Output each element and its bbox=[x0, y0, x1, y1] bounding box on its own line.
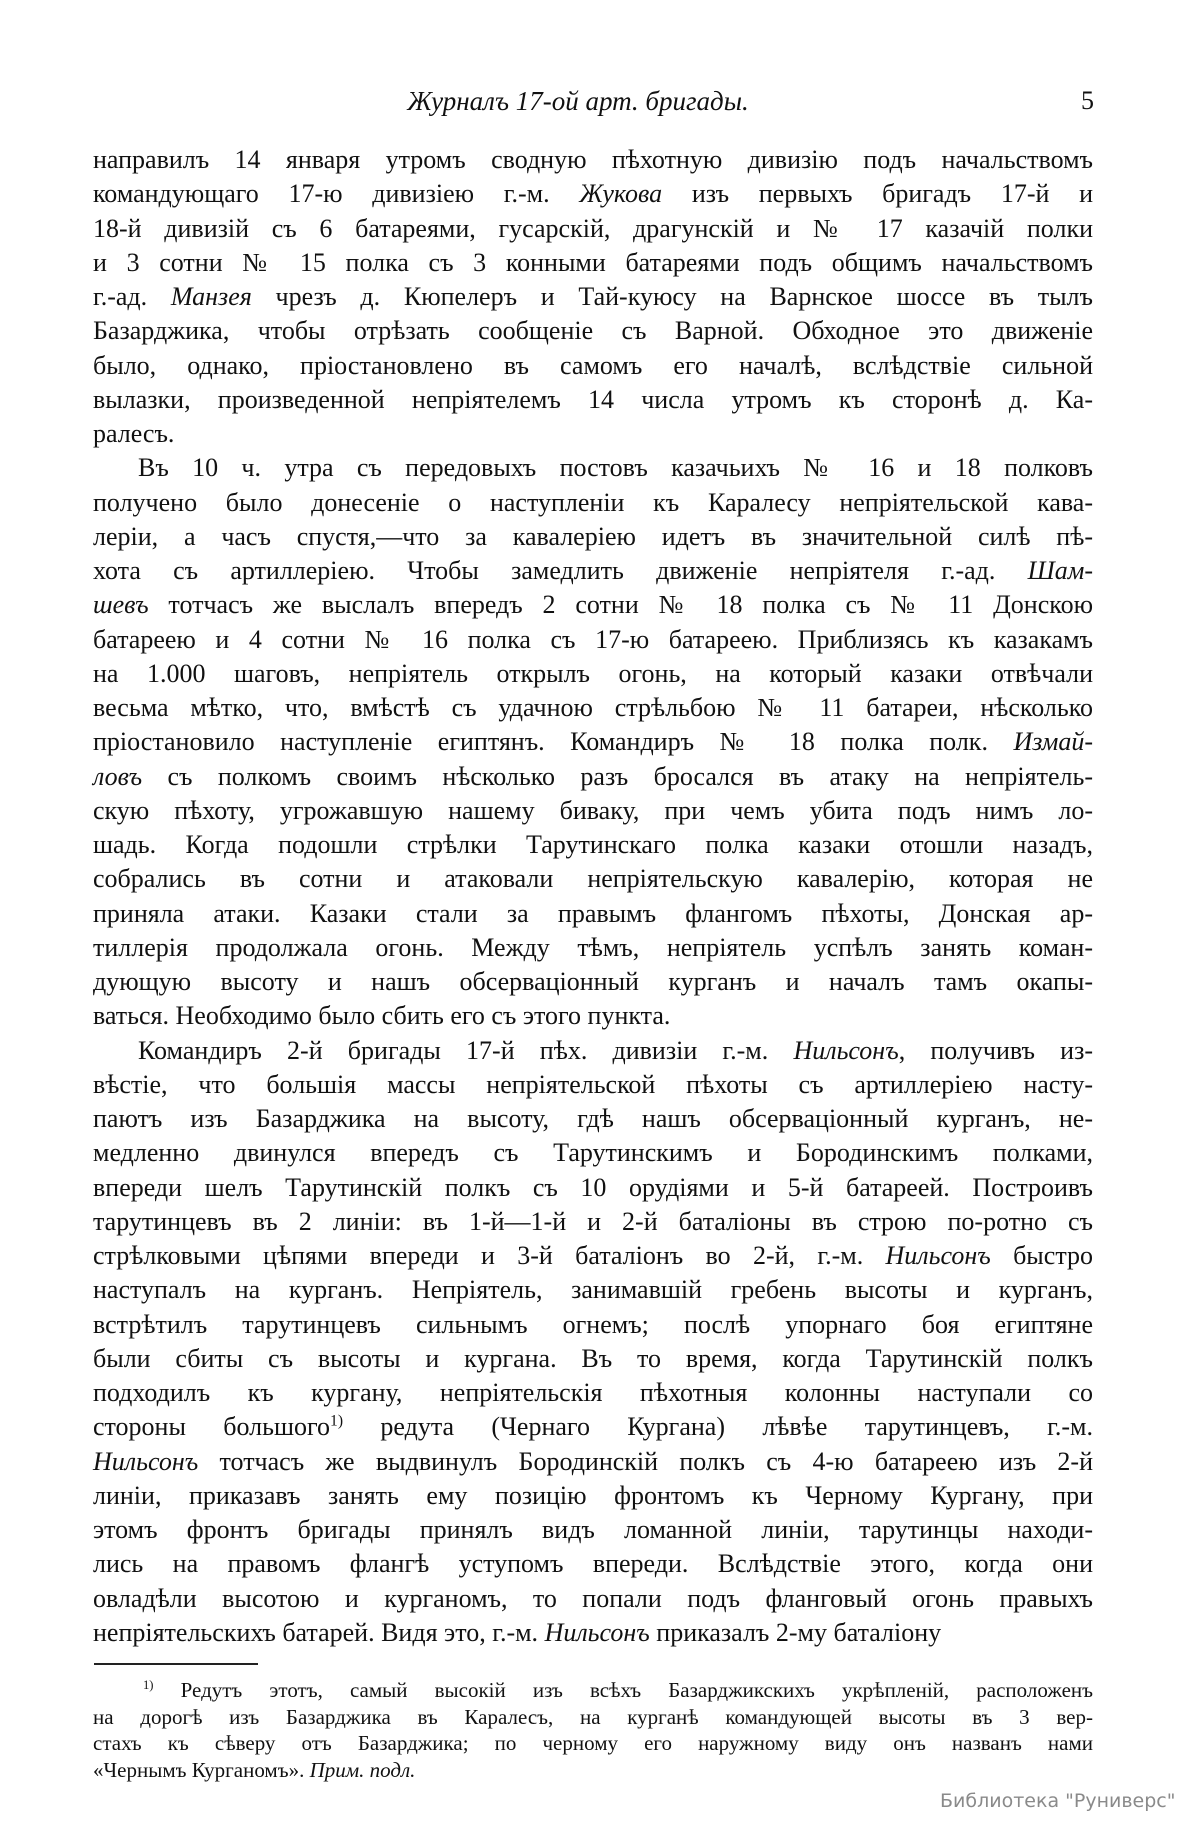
italic-name: Манзея bbox=[170, 282, 252, 311]
text-segment: ралесъ. bbox=[93, 419, 175, 448]
text-segment: стрѣлковыми цѣпями впереди и 3-й баталіонъ во 2-й, г.-м. bbox=[93, 1241, 886, 1270]
text-line bbox=[93, 931, 1093, 965]
text-segment: приняла атаки. Казаки стали за правымъ флангомъ пѣхоты, Донская ар- bbox=[93, 898, 1093, 928]
italic-name: Шам- bbox=[1027, 556, 1093, 585]
text-segment: медленно двинулся впередъ съ Тарутинскимъ и Бородинскимъ полками, bbox=[93, 1138, 1093, 1168]
text-segment: г.-ад. bbox=[93, 282, 171, 311]
text-line bbox=[93, 588, 1093, 622]
text-segment: изъ первыхъ бригадъ 17-й и bbox=[662, 179, 1094, 209]
text-segment: овладѣли высотою и курганомъ, то попали подъ фланговый огонь правыхъ bbox=[93, 1583, 1093, 1613]
paragraph bbox=[93, 451, 1093, 1033]
text-segment: дующую высоту и нашъ обсерваціонный курганъ и началъ тамъ окапы- bbox=[93, 967, 1093, 996]
text-line bbox=[93, 1757, 1093, 1784]
text-line bbox=[93, 1205, 1093, 1239]
text-segment: хота съ артиллеріею. Чтобы замедлить движеніе непріятеля г.-ад. bbox=[93, 556, 1028, 585]
text-line bbox=[93, 862, 1093, 896]
text-segment: командующаго 17-ю дивизіею г.-м. bbox=[93, 179, 580, 209]
text-line bbox=[93, 725, 1093, 759]
text-line bbox=[93, 794, 1093, 828]
text-segment: съ полкомъ своимъ нѣсколько разъ бросался въ атаку на непріятель- bbox=[142, 761, 1093, 791]
text-line bbox=[93, 451, 1093, 485]
text-segment: были сбиты съ высоты и кургана. Въ то время, когда Тарутинскій полкъ bbox=[93, 1343, 1093, 1373]
text-line bbox=[93, 1171, 1093, 1205]
italic-name: шевъ bbox=[93, 590, 149, 620]
text-line bbox=[93, 691, 1093, 725]
italic-name: Нильсонъ bbox=[885, 1241, 991, 1270]
text-segment: впереди шелъ Тарутинскій полкъ съ 10 орудіями и 5-й батареей. Построивъ bbox=[93, 1172, 1093, 1202]
text-line bbox=[93, 623, 1093, 657]
text-segment: и 3 сотни № 15 полка съ 3 конными батареями подъ общимъ начальствомъ bbox=[93, 247, 1093, 277]
text-segment: тотчасъ же выслалъ впередъ 2 сотни № 18 полка съ № 11 Донскою bbox=[148, 590, 1093, 620]
italic-name: Жукова bbox=[579, 179, 663, 209]
text-segment: подходилъ къ кургану, непріятельскія пѣхотныя колонны наступали со bbox=[93, 1378, 1093, 1407]
footnote-marker: 1) bbox=[330, 1412, 344, 1430]
text-line bbox=[93, 1547, 1093, 1581]
text-segment: быстро bbox=[990, 1241, 1093, 1270]
text-segment: чрезъ д. Кюпелеръ и Тай-куюсу на Варнское шоссе въ тылъ bbox=[251, 282, 1093, 311]
text-line bbox=[93, 520, 1093, 554]
text-segment: леріи, а часъ спустя,—что за кавалеріею идетъ въ значительной силѣ пѣ- bbox=[93, 521, 1093, 551]
text-line bbox=[93, 828, 1093, 862]
text-segment: «Чернымъ Курганомъ». bbox=[93, 1757, 310, 1782]
text-segment: непріятельскихъ батарей. Видя это, г.-м. bbox=[93, 1617, 545, 1647]
footnote-divider bbox=[94, 1663, 258, 1665]
text-segment: встрѣтилъ тарутинцевъ сильнымъ огнемъ; послѣ упорнаго боя египтяне bbox=[93, 1309, 1093, 1339]
footnote bbox=[93, 1677, 1093, 1783]
text-segment: приказалъ 2-му баталіону bbox=[649, 1617, 942, 1647]
text-line bbox=[93, 383, 1093, 417]
text-line bbox=[93, 1068, 1093, 1102]
text-line bbox=[93, 1376, 1093, 1410]
text-line bbox=[93, 1410, 1093, 1444]
text-line bbox=[93, 1479, 1093, 1513]
text-line bbox=[93, 657, 1093, 691]
text-line bbox=[93, 1616, 1093, 1650]
text-segment: собрались въ сотни и атаковали непріятельскую кавалерію, которая не bbox=[93, 864, 1093, 894]
text-segment: получено было донесеніе о наступленіи къ Каралесу непріятельской кава- bbox=[93, 487, 1093, 517]
text-segment: шадь. Когда подошли стрѣлки Тарутинскаго полка казаки отошли назадъ, bbox=[93, 830, 1093, 859]
text-segment: Въ 10 ч. утра съ передовыхъ постовъ казачьихъ № 16 и 18 полковъ bbox=[138, 453, 1093, 483]
text-line bbox=[93, 349, 1093, 383]
text-line bbox=[93, 314, 1093, 348]
text-segment: линіи, приказавъ занять ему позицію фронтомъ къ Черному Кургану, при bbox=[93, 1480, 1093, 1510]
text-line bbox=[93, 1034, 1093, 1068]
text-segment: пріостановило наступленіе египтянъ. Командиръ № 18 полка полк. bbox=[93, 727, 1014, 757]
text-line bbox=[93, 177, 1093, 211]
text-line bbox=[93, 1445, 1093, 1479]
paragraph bbox=[93, 143, 1093, 451]
text-segment: весьма мѣтко, что, вмѣстѣ съ удачною стрѣльбою № 11 батареи, нѣсколько bbox=[93, 693, 1093, 722]
text-line bbox=[93, 1704, 1093, 1731]
text-segment: наступалъ на курганъ. Непріятель, занимавшій гребень высоты и курганъ, bbox=[93, 1275, 1093, 1305]
text-line bbox=[93, 1239, 1093, 1273]
text-segment: тотчасъ же выдвинулъ Бородинскій полкъ съ 4-ю батареею изъ 2-й bbox=[198, 1446, 1093, 1476]
text-segment: Редутъ этотъ, самый высокій изъ всѣхъ Базарджикскихъ укрѣпленій, расположенъ bbox=[153, 1678, 1093, 1702]
text-segment: Командиръ 2-й бригады 17-й пѣх. дивизіи г.-м. bbox=[138, 1035, 794, 1065]
text-segment: этомъ фронтъ бригады принялъ видъ ломанной линіи, тарутинцы находи- bbox=[93, 1515, 1093, 1544]
text-line bbox=[93, 1136, 1093, 1170]
text-line bbox=[93, 246, 1093, 280]
text-segment: лись на правомъ флангѣ уступомъ впереди. Вслѣдствіе этого, когда они bbox=[93, 1549, 1093, 1579]
text-line bbox=[93, 760, 1093, 794]
text-segment: стахъ къ сѣверу отъ Базарджика; по черному его наружному виду онъ названъ нами bbox=[93, 1731, 1093, 1756]
text-segment: ваться. Необходимо было сбить его съ этого пункта. bbox=[93, 1001, 671, 1031]
body-text bbox=[93, 143, 1093, 1650]
italic-name: Нильсонъ bbox=[793, 1035, 899, 1065]
text-line bbox=[93, 965, 1093, 999]
italic-name: Нильсонъ bbox=[93, 1446, 199, 1476]
text-line bbox=[93, 280, 1093, 314]
italic-name: Измай- bbox=[1013, 727, 1093, 757]
text-segment: на дорогѣ изъ Базарджика въ Каралесъ, на курганѣ командующей высоты въ 3 вер- bbox=[93, 1704, 1093, 1729]
text-segment: тиллерія продолжала огонь. Между тѣмъ, непріятель успѣлъ занять коман- bbox=[93, 932, 1093, 962]
text-segment: редута (Чернаго Кургана) лѣвѣе тарутинцевъ, г.-м. bbox=[343, 1412, 1093, 1442]
text-line bbox=[93, 1677, 1093, 1704]
text-segment: вѣстіе, что большія массы непріятельской пѣхоты съ артиллеріею насту- bbox=[93, 1069, 1093, 1099]
page-header bbox=[0, 86, 1180, 126]
text-line bbox=[93, 999, 1093, 1033]
text-line bbox=[93, 1308, 1093, 1342]
text-line bbox=[93, 1273, 1093, 1307]
text-segment: Базарджика, чтобы отрѣзать сообщеніе съ Варной. Обходное это движеніе bbox=[93, 316, 1093, 346]
text-segment: направилъ 14 января утромъ сводную пѣхотную дивизію подъ начальствомъ bbox=[93, 145, 1093, 174]
text-line bbox=[93, 486, 1093, 520]
running-title: Журналъ 17-ой арт. бригады. bbox=[407, 86, 749, 116]
text-segment: тарутинцевъ въ 2 линіи: въ 1-й—1-й и 2-й баталіоны въ строю по-ротно съ bbox=[93, 1206, 1093, 1236]
text-segment: паютъ изъ Базарджика на высоту, гдѣ нашъ обсерваціонный курганъ, не- bbox=[93, 1104, 1093, 1133]
text-line bbox=[93, 897, 1093, 931]
text-line bbox=[93, 1102, 1093, 1136]
text-segment: скую пѣхоту, угрожавшую нашему биваку, при чемъ убита подъ нимъ ло- bbox=[93, 795, 1093, 825]
text-line bbox=[93, 212, 1093, 246]
text-segment: вылазки, произведенной непріятелемъ 14 числа утромъ къ сторонѣ д. Ка- bbox=[93, 384, 1093, 414]
text-line bbox=[93, 1730, 1093, 1757]
text-line bbox=[93, 143, 1093, 177]
text-segment: , получивъ из- bbox=[898, 1035, 1094, 1065]
text-segment: было, однако, пріостановлено въ самомъ его началѣ, вслѣдствіе сильной bbox=[93, 350, 1093, 380]
page-number: 5 bbox=[1081, 86, 1094, 115]
footnote-marker: 1) bbox=[143, 1678, 154, 1692]
italic-name: ловъ bbox=[93, 761, 143, 791]
library-watermark: Библиотека "Руниверс" bbox=[940, 1790, 1176, 1812]
text-line bbox=[93, 417, 1093, 451]
paragraph bbox=[93, 1034, 1093, 1651]
text-segment: на 1.000 шаговъ, непріятель открылъ огонь, на который казаки отвѣчали bbox=[93, 658, 1093, 688]
text-line bbox=[93, 1513, 1093, 1547]
text-line bbox=[93, 554, 1093, 588]
text-segment: 18-й дивизій съ 6 батареями, гусарскій, драгунскій и № 17 казачій полки bbox=[93, 213, 1093, 243]
text-line bbox=[93, 1582, 1093, 1616]
text-line bbox=[93, 1342, 1093, 1376]
italic-name: Нильсонъ bbox=[544, 1617, 650, 1647]
text-segment: батареею и 4 сотни № 16 полка съ 17-ю батареею. Приблизясь къ казакамъ bbox=[93, 624, 1093, 654]
italic-name: Прим. подл. bbox=[309, 1757, 416, 1782]
text-segment: стороны большого bbox=[93, 1412, 331, 1442]
